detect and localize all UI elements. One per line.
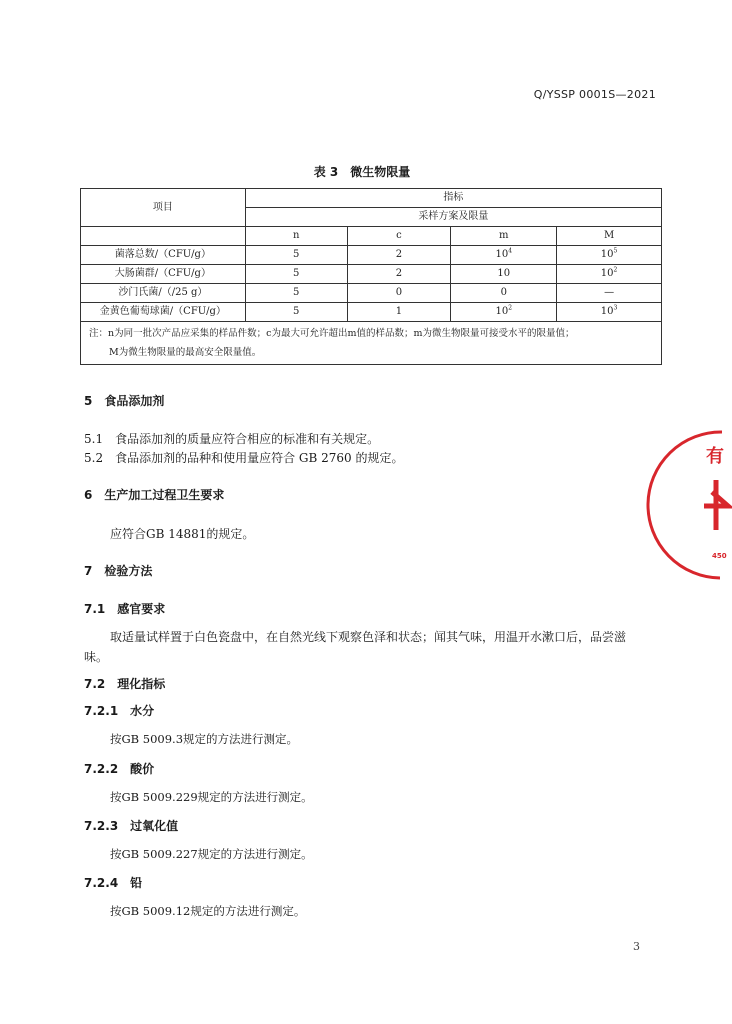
page-number: 3 xyxy=(633,940,640,953)
seal-star-icon xyxy=(704,480,728,530)
row-m: $10^4$ xyxy=(451,246,557,265)
seal-digits: 450 xyxy=(712,552,727,560)
row-M: — xyxy=(557,284,662,303)
table-caption: 表 3 微生物限量 xyxy=(313,165,411,179)
note-line-1: 注：n为同一批次产品应采集的样品件数；c为最大可允许超出m值的样品数；m为微生物限量可接受水平的限量值； xyxy=(89,328,575,339)
header-indicator: 指标 xyxy=(245,189,661,208)
row-name: 金黄色葡萄球菌/（CFU/g） xyxy=(81,303,246,322)
header-sampling-plan: 采样方案及限量 xyxy=(245,208,661,227)
section-6-text: 应符合GB 14881的规定。 xyxy=(110,527,255,541)
row-m: 10 xyxy=(451,265,557,284)
section-7-1-title: 7.1 感官要求 xyxy=(84,602,166,616)
header-c: c xyxy=(347,227,451,246)
section-5-title: 5 食品添加剂 xyxy=(84,394,165,408)
seal-character: 有 xyxy=(706,446,724,467)
section-7-2-2-text: 按GB 5009.229规定的方法进行测定。 xyxy=(110,790,313,804)
header-item: 项目 xyxy=(81,189,246,227)
row-m: 0 xyxy=(451,284,557,303)
section-7-title: 7 检验方法 xyxy=(84,564,153,578)
section-7-2-4-title: 7.2.4 铅 xyxy=(84,876,143,890)
row-c: 2 xyxy=(347,246,451,265)
table-row xyxy=(81,246,662,265)
row-M: $10^2$ xyxy=(557,265,662,284)
row-c: 0 xyxy=(347,284,451,303)
row-name: 大肠菌群/（CFU/g） xyxy=(81,265,246,284)
table-row xyxy=(81,284,662,303)
row-name: 沙门氏菌/（/25 g） xyxy=(81,284,246,303)
row-c: 2 xyxy=(347,265,451,284)
row-m: $10^2$ xyxy=(451,303,557,322)
header-blank xyxy=(81,227,246,246)
header-m: m xyxy=(451,227,557,246)
company-seal-stamp xyxy=(692,430,732,580)
section-7-2-2-title: 7.2.2 酸价 xyxy=(84,762,155,776)
row-n: 5 xyxy=(245,246,347,265)
row-name: 菌落总数/（CFU/g） xyxy=(81,246,246,265)
row-M: $10^3$ xyxy=(557,303,662,322)
note-line-2: M为微生物限量的最高安全限量值。 xyxy=(109,347,262,358)
section-7-2-1-title: 7.2.1 水分 xyxy=(84,704,155,718)
section-6-title: 6 生产加工过程卫生要求 xyxy=(84,488,225,502)
table-note xyxy=(81,322,662,365)
row-n: 5 xyxy=(245,284,347,303)
header-n: n xyxy=(245,227,347,246)
microbial-limits-table xyxy=(80,188,662,365)
section-7-2-title: 7.2 理化指标 xyxy=(84,677,166,691)
table-row xyxy=(81,265,662,284)
section-7-1-text-cont: 味。 xyxy=(84,650,109,664)
section-7-2-3-text: 按GB 5009.227规定的方法进行测定。 xyxy=(110,847,313,861)
document-code: Q/YSSP 0001S—2021 xyxy=(533,88,656,101)
section-7-2-1-text: 按GB 5009.3规定的方法进行测定。 xyxy=(110,732,299,746)
section-7-1-text: 取适量试样置于白色瓷盘中，在自然光线下观察色泽和状态；闻其气味，用温开水漱口后，品尝滋 xyxy=(110,630,627,644)
row-M: $10^5$ xyxy=(557,246,662,265)
row-n: 5 xyxy=(245,265,347,284)
section-7-2-4-text: 按GB 5009.12规定的方法进行测定。 xyxy=(110,904,306,918)
section-7-2-3-title: 7.2.3 过氧化值 xyxy=(84,819,179,833)
header-M: M xyxy=(557,227,662,246)
row-c: 1 xyxy=(347,303,451,322)
section-5-1: 5.1 食品添加剂的质量应符合相应的标准和有关规定。 xyxy=(84,432,380,446)
table-row xyxy=(81,303,662,322)
row-n: 5 xyxy=(245,303,347,322)
section-5-2: 5.2 食品添加剂的品种和使用量应符合 GB 2760 的规定。 xyxy=(84,451,404,465)
